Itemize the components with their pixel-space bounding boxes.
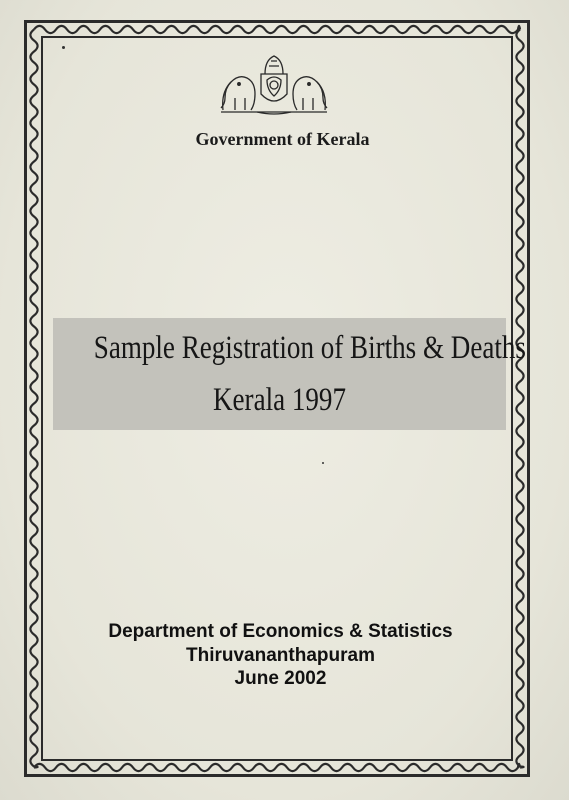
ink-speck	[62, 46, 65, 49]
document-subtitle: Kerala 1997	[213, 382, 346, 418]
wave-ornament	[34, 26, 520, 33]
department-name: Department of Economics & Statistics	[108, 621, 453, 642]
government-heading: Government of Kerala	[195, 129, 370, 149]
wave-ornament	[34, 764, 520, 771]
city-name: Thiruvananthapuram	[186, 645, 375, 666]
state-emblem-icon	[217, 52, 331, 118]
publication-date: June 2002	[234, 668, 327, 689]
document-title: Sample Registration of Births & Deaths	[93, 330, 526, 366]
ink-speck	[322, 462, 324, 464]
